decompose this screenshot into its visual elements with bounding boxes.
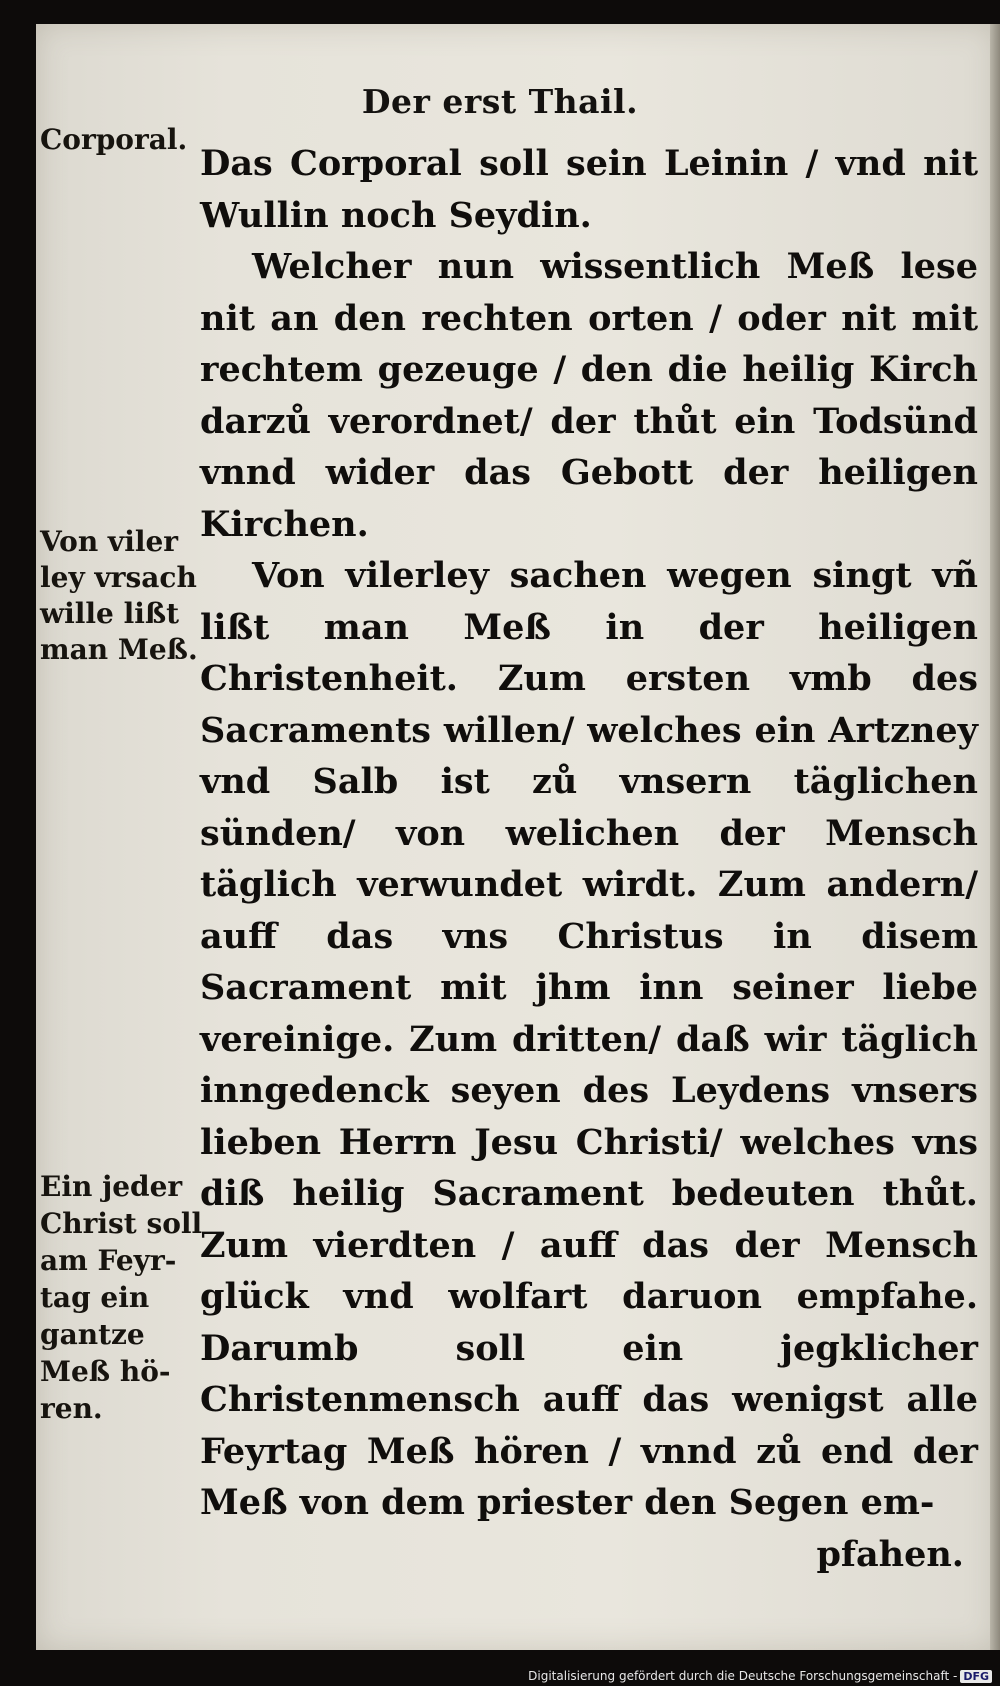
running-header: Der erst Thail. [361, 82, 639, 121]
paragraph-mass-rules: Welcher nun wissentlich Meß lese nit an den rechten orten / oder nit mit rechtem gezeuge / den die heilig Kirch darzů verordnet/ der thůt ein Todsünd vnnd wider das Gebott der heiligen Kirchen. [200, 246, 978, 545]
margin-note-line: Christ soll [40, 1207, 203, 1240]
body-text [200, 138, 978, 1580]
dfg-logo-icon: DFG [960, 1670, 992, 1683]
margin-note-line: am Feyr- [40, 1244, 177, 1277]
footer-text: Digitalisierung gefördert durch die Deutsche Forschungsgemeinschaft - [528, 1669, 958, 1683]
margin-note-line: Von viler [40, 525, 179, 558]
page-edge [990, 24, 1000, 1650]
margin-note-line: Meß hö- [40, 1355, 171, 1388]
margin-note-line: tag ein [40, 1281, 150, 1314]
margin-note-line: Ein jeder [40, 1170, 183, 1203]
margin-note-line: ley vrsach [40, 561, 197, 594]
margin-note-line: man Meß. [40, 633, 198, 666]
margin-note-line: wille lißt [40, 597, 180, 630]
margin-note-line: ren. [40, 1392, 103, 1425]
margin-note-line: gantze [40, 1318, 145, 1351]
margin-note-feast-day [40, 1168, 203, 1427]
margin-note-line: Corporal. [40, 123, 188, 156]
margin-note-reasons [40, 524, 198, 668]
paragraph-corporal: Das Corporal soll sein Leinin / vnd nit Wullin noch Seydin. [200, 143, 978, 236]
margin-note-corporal [40, 122, 190, 158]
digitization-footer [528, 1669, 992, 1683]
paragraph-reasons: Von vilerley sachen wegen singt vñ lißt man Meß in der heiligen Christenheit. Zum ersten vmb des Sacraments willen/ welches ein Artzney vnd Salb ist zů vnsern täglichen sünden/ von welichen der Mensch täglich verwundet wirdt. Zum andern/ auff das vns Christus in disem Sacrament mit jhm inn seiner liebe vereinige. Zum dritten/ daß wir täglich inngedenck seyen des Leydens vnsers lieben Herrn Jesu Christi/ welches vns diß heilig Sacrament bedeuten thůt. Zum vierdten / auff das der Mensch glück vnd wolfart daruon empfahe. Darumb soll ein jegklicher Christenmensch auff das wenigst alle Feyrtag Meß hören / vnnd zů end der Meß von dem priester den Segen em- [200, 555, 978, 1523]
catchword: pfahen. [816, 1533, 964, 1575]
